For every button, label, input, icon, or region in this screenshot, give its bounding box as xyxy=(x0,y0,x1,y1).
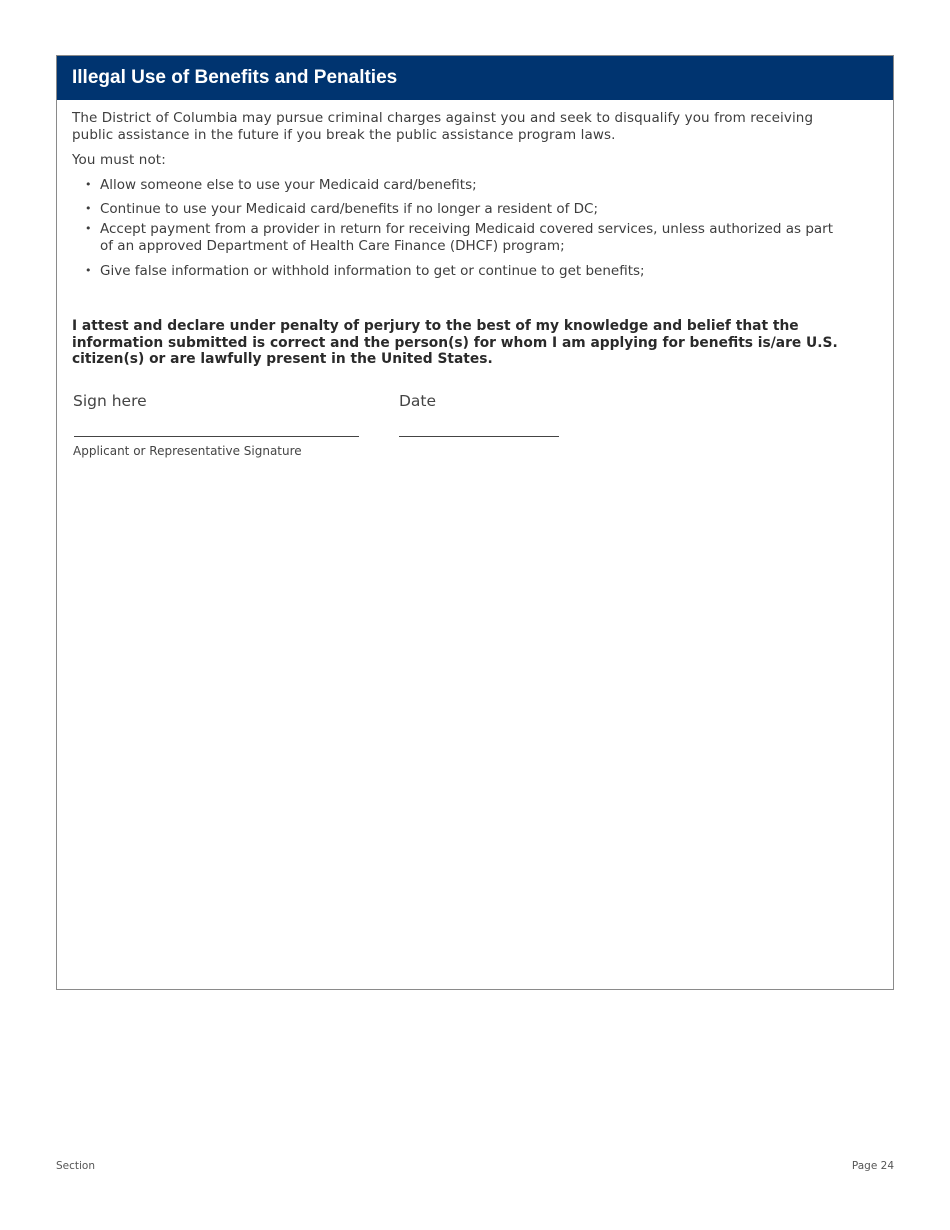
list-item-text: Give false information or withhold information to get or continue to get benefits; xyxy=(100,263,645,279)
list-item-text: Allow someone else to use your Medicaid card/benefits; xyxy=(100,177,477,193)
list-item xyxy=(85,263,845,280)
bullet-icon: • xyxy=(85,222,92,235)
panel-body xyxy=(57,100,893,990)
bullet-icon: • xyxy=(85,178,92,191)
attestation-statement: I attest and declare under penalty of perjury to the best of my knowledge and belief that the information submitted is correct and the person(s) for whom I am applying for benefits is/are U.S. citizen(s) or are lawfully present in the United States. xyxy=(72,318,838,367)
bullet-icon: • xyxy=(85,264,92,277)
page-number: Page 24 xyxy=(851,1160,894,1172)
section-title: Illegal Use of Benefits and Penalties xyxy=(57,56,893,100)
bullet-icon: • xyxy=(85,202,92,215)
intro-paragraph: The District of Columbia may pursue criminal charges against you and seek to disqualify you from receiving public assistance in the future if you break the public assistance program laws. xyxy=(72,110,814,143)
footer-section-label: Section xyxy=(56,1160,96,1172)
date-label: Date xyxy=(399,392,437,410)
must-not-label: You must not: xyxy=(72,152,166,168)
penalties-panel xyxy=(56,55,894,990)
date-field[interactable] xyxy=(399,436,559,437)
sign-here-label: Sign here xyxy=(73,392,147,410)
list-item xyxy=(85,221,845,254)
signature-field[interactable] xyxy=(74,436,359,437)
list-item-text: Continue to use your Medicaid card/benefits if no longer a resident of DC; xyxy=(100,201,599,217)
list-item xyxy=(85,201,845,218)
signature-caption: Applicant or Representative Signature xyxy=(73,444,302,458)
list-item xyxy=(85,177,845,194)
list-item-text: Accept payment from a provider in return for receiving Medicaid covered services, unless authorized as part of an approved Department of Health Care Finance (DHCF) program; xyxy=(100,221,834,254)
